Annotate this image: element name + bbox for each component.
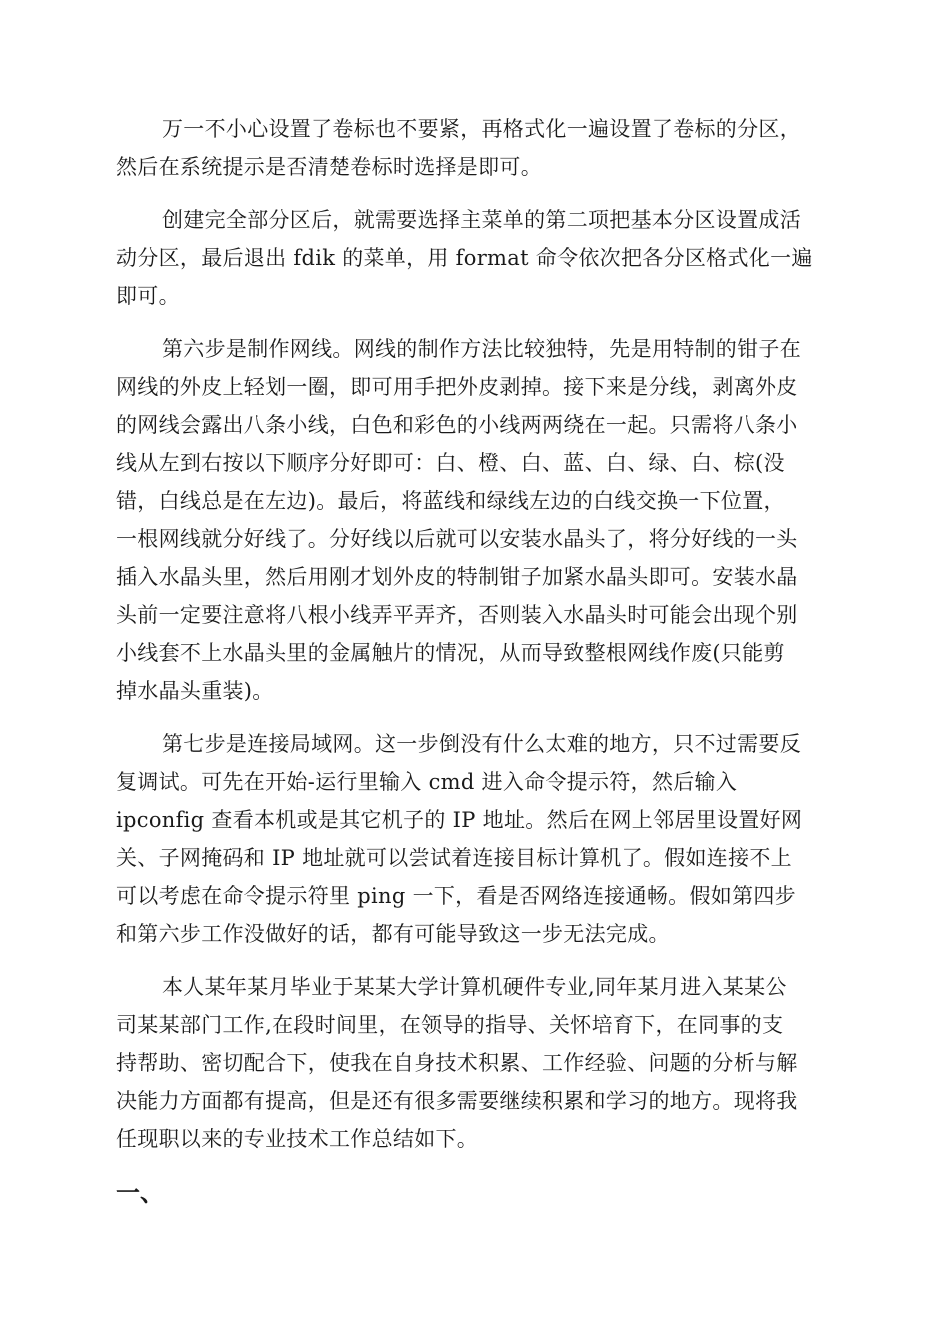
text-line: 一根网线就分好线了。分好线以后就可以安装水晶头了，将分好线的一头 [116, 527, 798, 551]
text-line: 持帮助、密切配合下，使我在自身技术积累、工作经验、问题的分析与解 [116, 1051, 798, 1075]
text-line: 插入水晶头里，然后用刚才划外皮的特制钳子加紧水晶头即可。安装水晶 [116, 565, 798, 589]
text-line: 动分区，最后退出 fdik 的菜单，用 format 命令依次把各分区格式化一遍 [116, 246, 813, 270]
text-line: 复调试。可先在开始-运行里输入 cmd 进入命令提示符，然后输入 [116, 770, 738, 794]
paragraph-work-summary [116, 968, 836, 1158]
section-heading: 一、 [116, 1178, 164, 1207]
text-line: 决能力方面都有提高，但是还有很多需要继续积累和学习的地方。现将我 [116, 1089, 798, 1113]
text-line: 小线套不上水晶头里的金属触片的情况，从而导致整根网线作废(只能剪 [116, 641, 785, 665]
text-line: 掉水晶头重装)。 [116, 679, 274, 703]
text-line: 头前一定要注意将八根小线弄平弄齐，否则装入水晶头时可能会出现个别 [116, 603, 798, 627]
text-line: 任现职以来的专业技术工作总结如下。 [116, 1127, 479, 1151]
paragraph-step-six-cable [116, 330, 836, 710]
text-line: 可以考虑在命令提示符里 ping 一下，看是否网络连接通畅。假如第四步 [116, 884, 796, 908]
text-line: 即可。 [116, 284, 180, 308]
text-line: ipconfig 查看本机或是其它机子的 IP 地址。然后在网上邻居里设置好网 [116, 808, 803, 832]
paragraph-step-seven-lan [116, 725, 836, 953]
document-page [116, 110, 836, 1213]
text-line: 线从左到右按以下顺序分好即可：白、橙、白、蓝、白、绿、白、棕(没 [116, 451, 785, 475]
text-line: 本人某年某月毕业于某某大学计算机硬件专业,同年某月进入某某公 [162, 975, 787, 999]
text-line: 万一不小心设置了卷标也不要紧，再格式化一遍设置了卷标的分区， [162, 117, 801, 141]
text-line: 网线的外皮上轻划一圈，即可用手把外皮剥掉。接下来是分线，剥离外皮 [116, 375, 798, 399]
text-line: 第七步是连接局域网。这一步倒没有什么太难的地方，只不过需要反 [162, 732, 801, 756]
paragraph-partition [116, 201, 836, 315]
text-line: 错，白线总是在左边)。最后，将蓝线和绿线左边的白线交换一下位置， [116, 489, 785, 513]
text-line: 第六步是制作网线。网线的制作方法比较独特，先是用特制的钳子在 [162, 337, 801, 361]
text-line: 的网线会露出八条小线，白色和彩色的小线两两绕在一起。只需将八条小 [116, 413, 798, 437]
text-line: 创建完全部分区后，就需要选择主菜单的第二项把基本分区设置成活 [162, 208, 801, 232]
text-line: 和第六步工作没做好的话，都有可能导致这一步无法完成。 [116, 922, 670, 946]
text-line: 关、子网掩码和 IP 地址就可以尝试着连接目标计算机了。假如连接不上 [116, 846, 792, 870]
paragraph-volume-label [116, 110, 836, 186]
text-line: 然后在系统提示是否清楚卷标时选择是即可。 [116, 155, 542, 179]
text-line: 司某某部门工作,在段时间里，在领导的指导、关怀培育下，在同事的支 [116, 1013, 784, 1037]
